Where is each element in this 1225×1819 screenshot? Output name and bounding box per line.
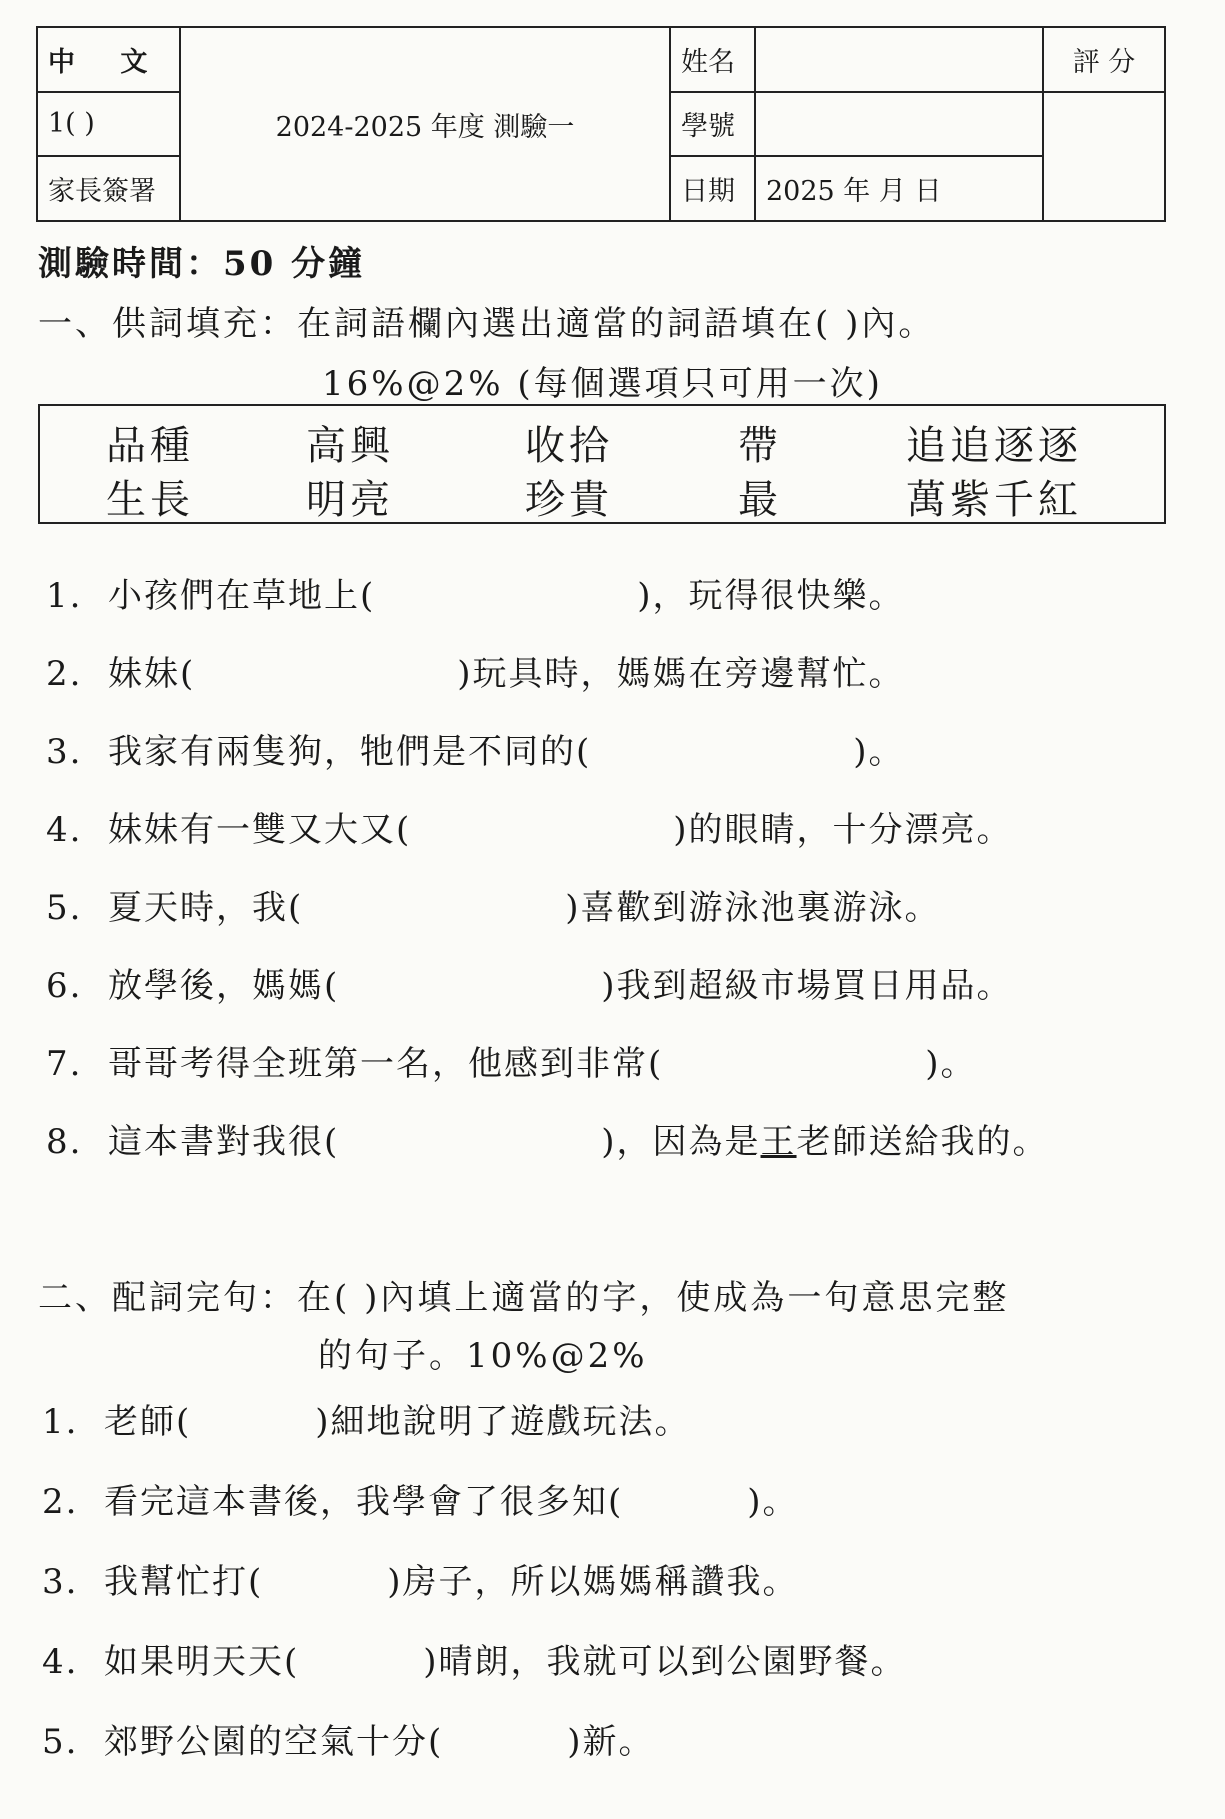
question-text: )房子，所以媽媽稱讚我。: [387, 1562, 799, 1602]
question-text: 哥哥考得全班第一名，他感到非常(: [108, 1044, 664, 1084]
question-text: 如果明天天(: [104, 1642, 300, 1682]
question-text: )，因為是: [601, 1122, 761, 1162]
question-text: 老師(: [104, 1402, 192, 1442]
question-text: )的眼睛，十分漂亮。: [673, 810, 1013, 850]
question-number: 2.: [46, 654, 83, 694]
question-text: 妹妹有一雙又大又(: [108, 810, 412, 850]
question-1-6: [46, 958, 1013, 1007]
class-cell[interactable]: 1( ): [37, 92, 180, 157]
question-number: 6.: [46, 966, 83, 1006]
question-text: 我幫忙打(: [104, 1562, 264, 1602]
date-label: 日期: [670, 156, 755, 221]
question-text: 放學後，媽媽(: [108, 966, 340, 1006]
question-1-4: [46, 802, 1013, 851]
question-1-1: [46, 568, 905, 617]
name-field[interactable]: [755, 27, 1043, 92]
question-2-5: [42, 1714, 655, 1763]
question-2-2: [42, 1474, 799, 1523]
parent-sign-label: 家長簽署: [37, 156, 180, 221]
question-text: )晴朗，我就可以到公園野餐。: [423, 1642, 907, 1682]
question-1-7: [46, 1036, 977, 1085]
time-limit: 測驗時間：50 分鐘: [38, 244, 366, 284]
section2-title: 二、配詞完句：在( )內填上適當的字，使成為一句意思完整: [38, 1278, 1010, 1318]
word-bank-item: 最: [738, 477, 782, 523]
question-text: 我家有兩隻狗，牠們是不同的(: [108, 732, 592, 772]
question-text: 妹妹(: [108, 654, 196, 694]
question-number: 4.: [42, 1642, 79, 1682]
word-bank: [38, 404, 1166, 524]
question-text: )。: [925, 1044, 977, 1084]
question-text: 這本書對我很(: [108, 1122, 340, 1162]
question-number: 5.: [42, 1722, 79, 1762]
question-1-5: [46, 880, 941, 929]
question-number: 3.: [42, 1562, 79, 1602]
word-bank-item: 追追逐逐: [906, 423, 1082, 469]
question-2-3: [42, 1554, 799, 1603]
word-bank-item: 帶: [738, 423, 782, 469]
student-no-label: 學號: [670, 92, 755, 157]
question-number: 1.: [42, 1402, 79, 1442]
question-text: )。: [853, 732, 905, 772]
question-text: 郊野公園的空氣十分(: [104, 1722, 444, 1762]
question-1-2: [46, 646, 905, 695]
question-2-4: [42, 1634, 907, 1683]
exam-title: 2024-2025 年度 測驗一: [180, 27, 670, 221]
section1-title: 一、供詞填充：在詞語欄內選出適當的詞語填在( )內。: [38, 304, 936, 344]
question-text: )我到超級市場買日用品。: [601, 966, 1013, 1006]
question-2-1: [42, 1394, 691, 1443]
section1-marks: 16%@2% (每個選項只可用一次): [322, 364, 883, 404]
question-text: 小孩們在草地上(: [108, 576, 376, 616]
score-label: 評 分: [1043, 27, 1165, 92]
subject-cell: 中 文: [37, 27, 180, 92]
question-text: )。: [747, 1482, 799, 1522]
question-text: )細地說明了遊戲玩法。: [315, 1402, 691, 1442]
question-text: 老師送給我的。: [796, 1122, 1049, 1162]
section2-title-line2: 的句子。10%@2%: [318, 1336, 648, 1376]
question-number: 1.: [46, 576, 83, 616]
word-bank-item: 高興: [306, 423, 394, 469]
word-bank-item: 生長: [106, 477, 194, 523]
question-1-8: [46, 1114, 1049, 1163]
question-1-3: [46, 724, 905, 773]
question-text: 夏天時，我(: [108, 888, 304, 928]
name-label: 姓名: [670, 27, 755, 92]
word-bank-item: 明亮: [306, 477, 394, 523]
question-number: 8.: [46, 1122, 83, 1162]
word-bank-item: 收拾: [525, 423, 613, 469]
question-text: )，玩得很快樂。: [637, 576, 905, 616]
question-number: 7.: [46, 1044, 83, 1084]
word-bank-item: 萬紫千紅: [906, 477, 1082, 523]
word-bank-item: 品種: [106, 423, 194, 469]
student-no-field[interactable]: [755, 92, 1043, 157]
question-number: 5.: [46, 888, 83, 928]
word-bank-item: 珍貴: [525, 477, 613, 523]
question-text: )喜歡到游泳池裏游泳。: [565, 888, 941, 928]
question-text: )玩具時，媽媽在旁邊幫忙。: [457, 654, 905, 694]
proper-noun: 王: [760, 1122, 797, 1162]
date-field[interactable]: 2025 年 月 日: [755, 156, 1043, 221]
question-number: 2.: [42, 1482, 79, 1522]
question-number: 4.: [46, 810, 83, 850]
score-field[interactable]: [1043, 92, 1165, 221]
question-number: 3.: [46, 732, 83, 772]
header-table: [36, 26, 1166, 222]
question-text: )新。: [567, 1722, 655, 1762]
question-text: 看完這本書後，我學會了很多知(: [104, 1482, 624, 1522]
